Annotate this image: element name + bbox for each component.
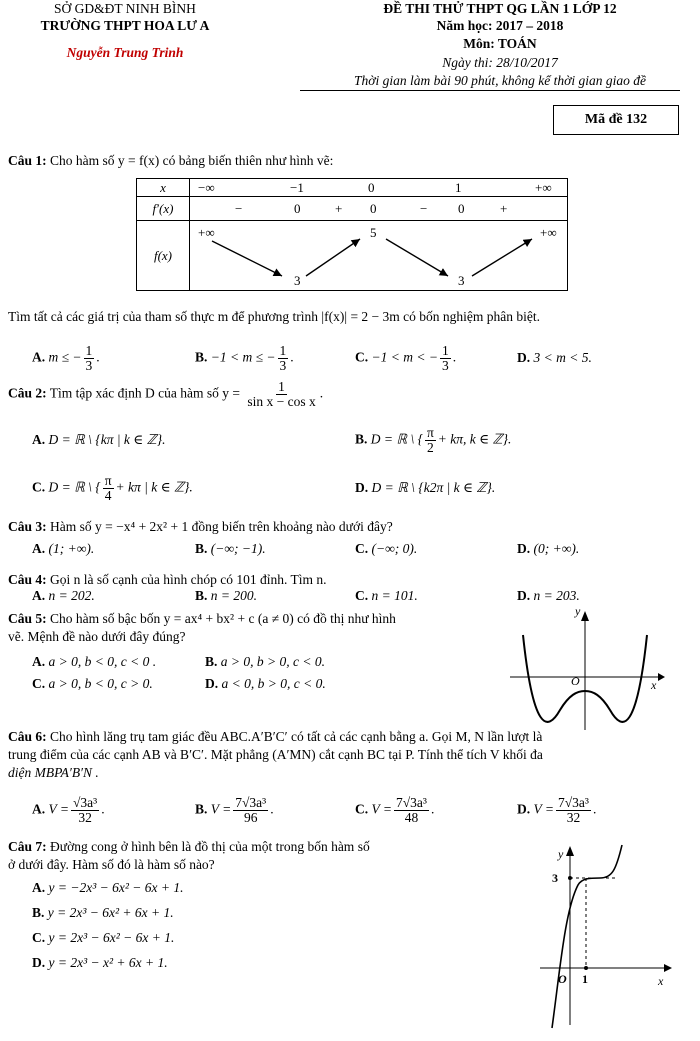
exam-code-box: Mã đề 132 — [553, 105, 679, 135]
arrow-up — [306, 239, 360, 276]
origin-label: O — [571, 674, 580, 688]
option-a[interactable]: A. (1; +∞). — [32, 541, 95, 556]
option-c[interactable]: C. n = 101. — [355, 588, 418, 603]
option-c[interactable]: C. V = $\frac{\text{7√3a³}}{48}$ . — [355, 795, 435, 825]
y-axis-arrow — [566, 846, 574, 856]
f-value: 3 — [458, 273, 465, 288]
function-row — [190, 221, 568, 291]
variation-table — [136, 178, 568, 291]
option-b[interactable]: B. n = 200. — [195, 588, 258, 603]
x-label: x — [137, 179, 190, 197]
question-1 — [8, 152, 692, 170]
derivative-sign: − — [420, 201, 428, 216]
point-y3 — [568, 876, 572, 880]
option-c[interactable]: C. −1 < m < − $\frac{1}{3}$ . — [355, 343, 457, 373]
quartic-graph — [505, 605, 670, 735]
x-axis-arrow — [658, 673, 665, 681]
question-text: Cho hàm số y = f(x) có bảng biến thiên như hình vẽ: — [50, 153, 334, 168]
option-a[interactable]: A. D = ℝ \ {kπ | k ∈ ℤ}. — [32, 432, 166, 447]
question-6: Câu 6: Cho hình lăng trụ tam giác đều ABC.A′B′C′ có tất cả các cạnh bằng a. Gọi M, N lần lượt là trung điểm của các cạnh AB và B′C′. Mặt phẳng (A′MN) cắt cạnh BC tại P. Tính thể tích V khối đa diện MBPA′B′N . — [8, 729, 543, 780]
x-value: −∞ — [198, 180, 215, 195]
variation-arrows — [190, 221, 570, 291]
f-value: +∞ — [198, 225, 215, 240]
derivative-sign: + — [500, 201, 508, 216]
arrow-down — [212, 241, 282, 276]
option-d[interactable]: D. 3 < m < 5. — [517, 350, 592, 365]
author-name: Nguyễn Trung Trinh — [66, 45, 184, 60]
option-c[interactable]: C. y = 2x³ − 6x² − 6x + 1. — [32, 930, 175, 945]
x-value: 0 — [368, 180, 375, 195]
option-d[interactable]: D. (0; +∞). — [517, 541, 580, 556]
cubic-curve — [552, 845, 622, 1028]
option-d[interactable]: D. V = $\frac{\text{7√3a³}}{32}$ . — [517, 795, 597, 825]
question-2: Câu 2: Tìm tập xác định D của hàm số y = $\frac{1}{\text{sin x − cos x}}$ . — [8, 379, 324, 409]
f-value: 3 — [294, 273, 301, 288]
x-value: −1 — [290, 180, 304, 195]
option-d[interactable]: D. D = ℝ \ {k2π | k ∈ ℤ}. — [355, 480, 496, 495]
tick-3: 3 — [552, 871, 558, 885]
question-4: Câu 4: Gọi n là số cạnh của hình chóp có 101 đỉnh. Tìm n. — [8, 572, 327, 587]
school-name: TRƯỜNG THPT HOA LƯ A — [40, 18, 210, 33]
x-row — [190, 179, 568, 197]
option-a[interactable]: A. V = $\frac{\text{√3a³}}{32}$ . — [32, 795, 105, 825]
f-value: 5 — [370, 225, 377, 240]
function-label: f(x) — [137, 221, 190, 291]
option-b[interactable]: B. (−∞; −1). — [195, 541, 266, 556]
arrow-down — [386, 239, 448, 276]
option-b[interactable]: B. D = ℝ \ { $\frac{\pi}{2}$ + kπ, k ∈ ℤ}. — [355, 425, 512, 455]
option-c[interactable]: C. D = ℝ \ { $\frac{\pi}{4}$ + kπ | k ∈ ℤ}. — [32, 473, 193, 503]
header-rule — [300, 90, 680, 91]
arrow-up — [472, 239, 532, 276]
exam-title: ĐỀ THI THỬ THPT QG LẦN 1 LỚP 12 — [383, 1, 617, 16]
option-c[interactable]: C. a > 0, b < 0, c > 0. — [32, 676, 153, 691]
option-d[interactable]: D. a < 0, b > 0, c < 0. — [205, 676, 326, 691]
option-b[interactable]: B. a > 0, b > 0, c < 0. — [205, 654, 325, 669]
school-year: Năm học: 2017 – 2018 — [436, 18, 564, 33]
question-3: Câu 3: Hàm số y = −x⁴ + 2x² + 1 đồng biến trên khoảng nào dưới đây? — [8, 519, 393, 534]
option-b[interactable]: B. y = 2x³ − 6x² + 6x + 1. — [32, 905, 174, 920]
derivative-sign: + — [335, 201, 343, 216]
derivative-sign: 0 — [458, 201, 465, 216]
option-b[interactable]: B. V = $\frac{\text{7√3a³}}{96}$ . — [195, 795, 274, 825]
exam-date: Ngày thi: 28/10/2017 — [442, 55, 558, 70]
subject: Môn: TOÁN — [463, 36, 537, 51]
point-x1 — [584, 966, 588, 970]
y-axis-arrow — [581, 611, 589, 621]
y-axis-label: y — [575, 605, 581, 618]
derivative-label: f′(x) — [137, 197, 190, 221]
option-a[interactable]: A. a > 0, b < 0, c < 0 . — [32, 654, 157, 669]
question-1-prompt: Tìm tất cả các giá trị của tham số thực m để phương trình |f(x)| = 2 − 3m có bốn nghiệm phân biệt. — [8, 309, 541, 324]
question-5: Câu 5: Cho hàm số bậc bốn y = ax⁴ + bx² + c (a ≠ 0) có đồ thị như hình vẽ. Mệnh đề nào dưới đây đúng? — [8, 611, 396, 644]
option-a[interactable]: A. y = −2x³ − 6x² − 6x + 1. — [32, 880, 184, 895]
option-d[interactable]: D. n = 203. — [517, 588, 580, 603]
question-7: Câu 7: Đường cong ở hình bên là đồ thị của một trong bốn hàm số ở dưới đây. Hàm số đó là hàm số nào? — [8, 839, 370, 872]
f-value: +∞ — [540, 225, 557, 240]
x-value: +∞ — [535, 180, 552, 195]
question-label: Câu 1: — [8, 153, 47, 168]
option-a[interactable]: A. m ≤ − $\frac{1}{3}$ . — [32, 343, 100, 373]
dept-name: SỞ GD&ĐT NINH BÌNH — [54, 1, 196, 16]
y-axis-label: y — [558, 847, 564, 861]
derivative-row — [190, 197, 568, 221]
derivative-sign: − — [235, 201, 243, 216]
derivative-sign: 0 — [370, 201, 377, 216]
origin-label: O — [558, 972, 567, 986]
option-b[interactable]: B. −1 < m ≤ − $\frac{1}{3}$ . — [195, 343, 294, 373]
option-a[interactable]: A. n = 202. — [32, 588, 95, 603]
x-value: 1 — [455, 180, 462, 195]
x-axis-label: x — [651, 678, 657, 692]
q1-options — [0, 338, 700, 372]
cubic-graph — [530, 840, 680, 1030]
derivative-sign: 0 — [294, 201, 301, 216]
x-axis-arrow — [664, 964, 672, 972]
option-c[interactable]: C. (−∞; 0). — [355, 541, 418, 556]
option-d[interactable]: D. y = 2x³ − x² + 6x + 1. — [32, 955, 168, 970]
exam-duration: Thời gian làm bài 90 phút, không kể thời gian giao đề — [354, 73, 646, 88]
x-axis-label: x — [658, 974, 664, 988]
tick-1: 1 — [582, 972, 588, 986]
